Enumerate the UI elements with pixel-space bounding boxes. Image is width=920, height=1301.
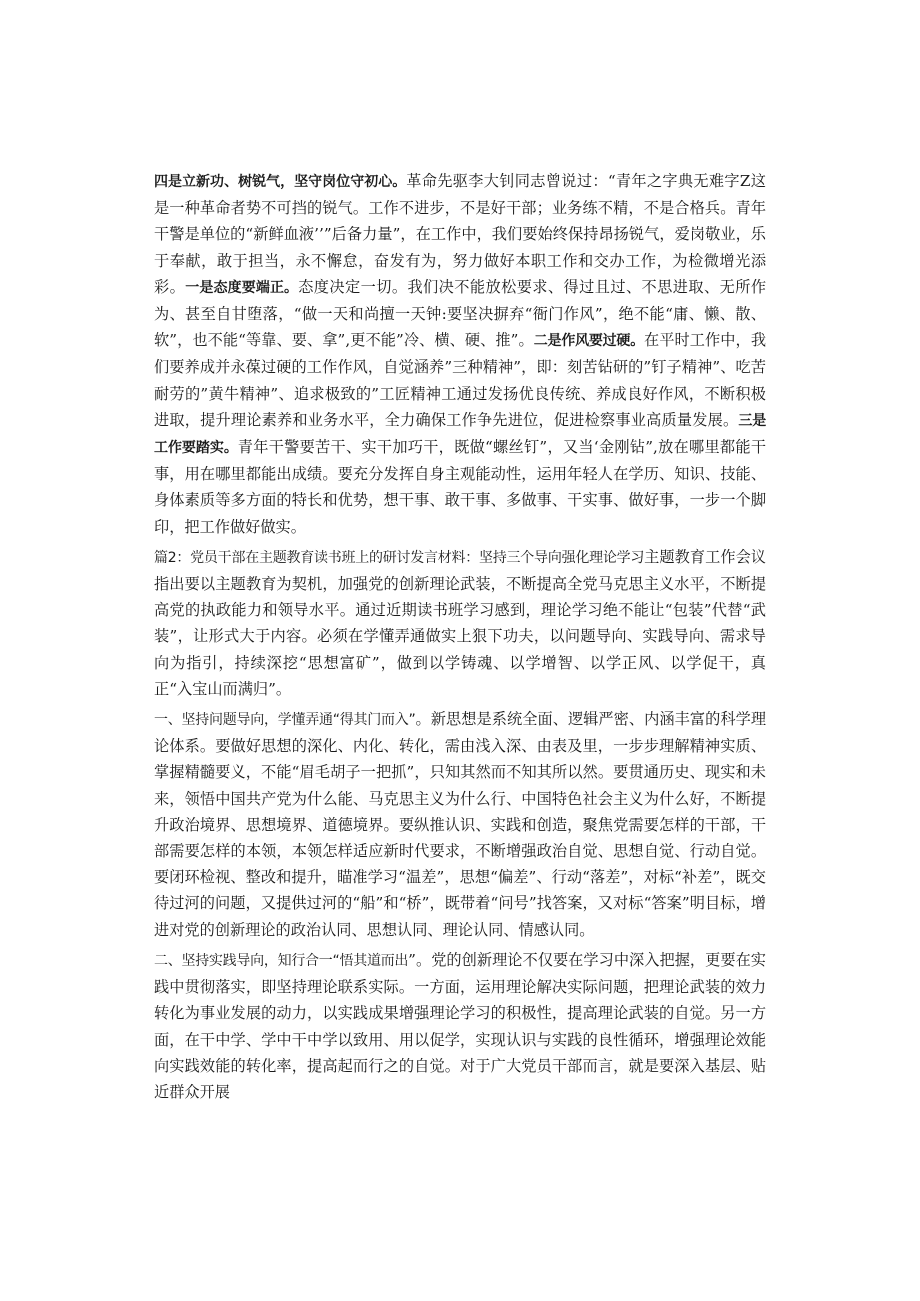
section-1-heading: 一、坚持问题导向，学懂弄通“得其门而入” — [154, 712, 416, 729]
document-page — [154, 168, 766, 1109]
article-2-title: 篇2：党员干部在主题教育读书班上的研讨发言材料：坚持三个导向强化理论学习 — [154, 549, 645, 566]
section-2-text: ”。党的创新理论不仅要在学习中深入把握，更要在实践中贯彻落实，即坚持理论联系实际。一方面，运用理论解决实际问题，把理论武装的效力转化为事业发展的动力，以实践成果增强理论学习的积极性，提高理论武装的自觉。另一方面，在干中学、学中干中学以致用、用以促学，实现认识与实践的良性循环，增强理论效能向实践效能的转化率，提高起而行之的自觉。对于广大党员干部而言，就是要深入基层、贴近群众开展 — [154, 950, 766, 1101]
paragraph-article-2 — [154, 544, 766, 702]
work-text: 青年干警要苦干、实干加巧干，既做“螺丝钉”，又当‘金刚钻”,放在哪里都能干事，用在哪里都能出成绩。要充分发挥自身主观能动性，运用年轻人在学历、知识、技能、身体素质等多方面的特长和优势，想干事、敢干事、多做事、干实事、做好事，一步一个脚印，把工作做好做实。 — [154, 438, 767, 536]
style-heading: 二是作风要过硬。 — [533, 333, 644, 350]
style-text: 在平时工作中，我们要养成并永葆过硬的工作作风，自觉涵养”三种精神”，即：刻苦钻研的”钉子精神”、吃苦耐劳的”黄牛精神”、追求极致的”工匠精神工通过发扬优良传统、养成良好作风，不断积极进取，提升理论素养和业务水平，全力确保工作争先进位，促进检察事业高质量发展。 — [154, 331, 767, 429]
paragraph-fourth-point — [154, 168, 766, 540]
article-2-intro: 主题教育工作会议指出要以主题教育为契机，加强党的创新理论武装，不断提高全党马克思主义水平，不断提高党的执政能力和领导水平。通过近期读书班学习感到，理论学习绝不能让“包装”代替“武装”，让形式大于内容。必须在学懂弄通做实上狠下功夫，以问题导向、实践导向、需求导向为指引，持续深挖“思想富矿”，做到以学铸魂、以学增智、以学正风、以学促干，真正“入宝山而满归”。 — [154, 547, 766, 698]
paragraph-section-2 — [154, 947, 766, 1105]
section-2-heading: 二、坚持实践导向，知行合一“悟其道而出 — [154, 952, 409, 969]
attitude-heading: 一是态度要端正。 — [185, 279, 299, 296]
work-heading: 三是工作要踏实。 — [154, 412, 766, 457]
fourth-point-heading: 四是立新功、树锐气，坚守岗位守初心。 — [154, 174, 407, 190]
fourth-point-text: 革命先驱李大钊同志曾说过：“青年之字典无难字Z这是一种革命者势不可挡的锐气。工作不进步，不是好干部；业务练不精，不是合格兵。青年干警是单位的“新鲜血液’’”后备力量”，在工作中，我们要始终保持昂扬锐气，爱岗敬业，乐于奉献，敢于担当，永不懈怠，奋发有为，努力做好本职工作和交办工作，为检微增光添彩。 — [154, 172, 766, 296]
section-1-text: 。新思想是系统全面、逻辑严密、内涵丰富的科学理论体系。要做好思想的深化、内化、转化，需由浅入深、由表及里，一步步理解精神实质、掌握精髓要义，不能“眉毛胡子一把抓”，只知其然而不知其所以然。要贯通历史、现实和未来，领悟中国共产党为什么能、马克思主义为什么行、中国特色社会主义为什么好，不断提升政治境界、思想境界、道德境界。要纵推认识、实践和创造，聚焦党需要怎样的干部，干部需要怎样的本领，本领怎样适应新时代要求，不断增强政治自觉、思想自觉、行动自觉。要闭环检视、整改和提升，瞄准学习“温差”，思想“偏差”、行动“落差”，对标“补差”，既交待过河的问题，又提供过河的“船”和“桥”，既带着“问号”找答案，又对标“答案”明目标，增进对党的创新理论的政治认同、思想认同、理论认同、情感认同。 — [154, 710, 767, 939]
paragraph-section-1 — [154, 706, 766, 943]
attitude-text: 态度决定一切。我们决不能放松要求、得过且过、不思进取、无所作为、甚至自甘堕落，“做一天和尚擅一天钟:要坚决摒弃“衙门作风”，绝不能“庸、懒、散、软”，也不能“等靠、要、拿”,更不能”冷、横、硬、推”。 — [154, 277, 767, 350]
